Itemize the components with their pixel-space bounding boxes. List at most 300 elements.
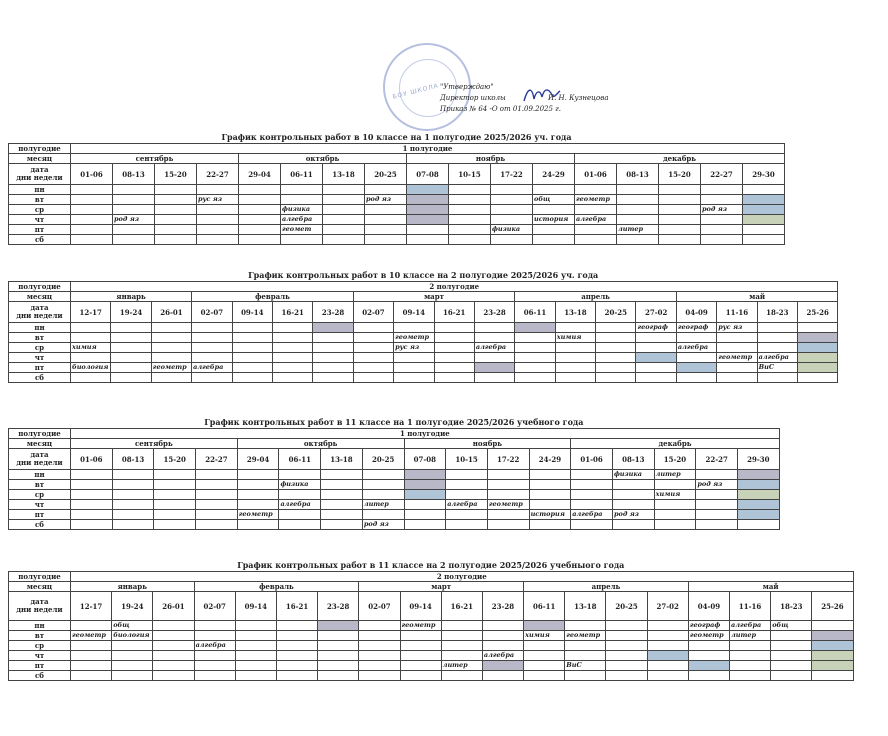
exam-entry: физика bbox=[279, 480, 321, 490]
schedule-cell bbox=[738, 500, 780, 510]
schedule-cell bbox=[441, 621, 482, 631]
schedule-cell bbox=[491, 235, 533, 245]
schedule-cell bbox=[71, 480, 113, 490]
schedule-cell bbox=[487, 490, 529, 500]
schedule-cell bbox=[487, 480, 529, 490]
schedule-cell bbox=[571, 470, 613, 480]
director-title: Директор школы bbox=[440, 94, 506, 102]
exam-entry: геометр bbox=[400, 621, 441, 631]
schedule-cell bbox=[71, 500, 113, 510]
schedule-cell bbox=[362, 510, 404, 520]
schedule-cell bbox=[647, 671, 688, 681]
week-range: 15-20 bbox=[155, 164, 197, 185]
schedule-cell bbox=[359, 631, 400, 641]
schedule-cell bbox=[659, 205, 701, 215]
schedule-cell bbox=[154, 510, 196, 520]
week-range: 26-01 bbox=[153, 592, 194, 621]
exam-entry: алгебра bbox=[676, 343, 716, 353]
schedule-cell bbox=[571, 490, 613, 500]
week-range: 19-24 bbox=[112, 592, 153, 621]
schedule-cell bbox=[491, 185, 533, 195]
schedule-cell bbox=[571, 520, 613, 530]
schedule-cell bbox=[515, 373, 555, 383]
schedule-11-h1 bbox=[8, 417, 780, 530]
week-range: 23-28 bbox=[313, 302, 353, 323]
schedule-cell bbox=[313, 373, 353, 383]
schedule-cell bbox=[151, 333, 191, 343]
schedule-cell bbox=[449, 225, 491, 235]
weekday-label: чт bbox=[9, 500, 71, 510]
schedule-cell bbox=[688, 661, 729, 671]
exam-entry: алгебра bbox=[571, 510, 613, 520]
week-range: 09-14 bbox=[235, 592, 276, 621]
schedule-cell bbox=[113, 235, 155, 245]
day-row bbox=[9, 343, 838, 353]
schedule-cell bbox=[365, 215, 407, 225]
week-range: 23-28 bbox=[474, 302, 514, 323]
schedule-cell bbox=[524, 621, 565, 631]
week-range: 12-17 bbox=[71, 302, 111, 323]
schedule-cell bbox=[321, 470, 363, 480]
schedule-cell bbox=[362, 490, 404, 500]
days-label: дни недели bbox=[16, 458, 63, 467]
weekday-label: пт bbox=[9, 661, 71, 671]
schedule-cell bbox=[449, 205, 491, 215]
schedule-cell bbox=[515, 353, 555, 363]
half-year-label: полугодие bbox=[9, 282, 71, 292]
schedule-cell bbox=[798, 353, 838, 363]
exam-entry: род яз bbox=[365, 195, 407, 205]
days-label: дни недели bbox=[16, 173, 63, 182]
week-range: 07-08 bbox=[404, 449, 446, 470]
schedule-cell bbox=[696, 500, 738, 510]
weekday-label: чт bbox=[9, 353, 71, 363]
schedule-cell bbox=[197, 205, 239, 215]
schedule-cell bbox=[606, 631, 647, 641]
schedule-cell bbox=[71, 323, 111, 333]
schedule-cell bbox=[71, 520, 113, 530]
schedule-cell bbox=[571, 500, 613, 510]
schedule-cell bbox=[279, 490, 321, 500]
schedule-cell bbox=[192, 323, 232, 333]
week-range: 13-18 bbox=[555, 302, 595, 323]
schedule-cell bbox=[154, 480, 196, 490]
schedule-cell bbox=[717, 363, 757, 373]
exam-entry: геометр bbox=[151, 363, 191, 373]
schedule-cell bbox=[71, 661, 112, 671]
schedule-cell bbox=[636, 363, 676, 373]
schedule-cell bbox=[323, 195, 365, 205]
exam-entry: алгебра bbox=[474, 343, 514, 353]
weekday-label: вт bbox=[9, 333, 71, 343]
schedule-cell bbox=[154, 490, 196, 500]
exam-entry: общ bbox=[533, 195, 575, 205]
exam-entry: алгебра bbox=[279, 500, 321, 510]
schedule-cell bbox=[359, 641, 400, 651]
week-range: 01-06 bbox=[71, 449, 113, 470]
exam-entry: алгебра bbox=[757, 353, 797, 363]
week-range: 16-21 bbox=[434, 302, 474, 323]
director-name: И. Н. Кузнецова bbox=[547, 94, 609, 102]
schedule-cell bbox=[696, 490, 738, 500]
schedule-cell bbox=[235, 671, 276, 681]
week-range: 06-11 bbox=[279, 449, 321, 470]
week-range: 15-20 bbox=[654, 449, 696, 470]
exam-entry: геометр bbox=[688, 631, 729, 641]
schedule-cell bbox=[636, 333, 676, 343]
schedule-cell bbox=[232, 323, 272, 333]
date-days-label bbox=[9, 302, 71, 323]
week-range: 29-04 bbox=[237, 449, 279, 470]
schedule-cell bbox=[571, 480, 613, 490]
schedule-cell bbox=[596, 353, 636, 363]
exam-entry: история bbox=[529, 510, 571, 520]
week-range: 18-23 bbox=[757, 302, 797, 323]
schedule-cell bbox=[71, 621, 112, 631]
schedule-cell bbox=[323, 215, 365, 225]
schedule-cell bbox=[738, 490, 780, 500]
schedule-cell bbox=[237, 470, 279, 480]
week-range: 08-13 bbox=[612, 449, 654, 470]
exam-entry: геомет bbox=[281, 225, 323, 235]
schedule-cell bbox=[71, 373, 111, 383]
stamp-text: БОУ ШКОЛА bbox=[391, 82, 440, 101]
schedule-cell bbox=[730, 641, 771, 651]
schedule-cell bbox=[279, 520, 321, 530]
exam-entry: географ bbox=[688, 621, 729, 631]
schedule-cell bbox=[313, 353, 353, 363]
schedule-cell bbox=[237, 490, 279, 500]
schedule-cell bbox=[113, 185, 155, 195]
schedule-cell bbox=[491, 215, 533, 225]
exam-entry: общ bbox=[112, 621, 153, 631]
month-header: март bbox=[353, 292, 515, 302]
schedule-title: График контрольных работ в 11 классе на 1 полугодие 2025/2026 учебного года bbox=[204, 417, 584, 427]
week-range: 06-11 bbox=[524, 592, 565, 621]
schedule-cell bbox=[192, 343, 232, 353]
schedule-cell bbox=[524, 641, 565, 651]
month-header: март bbox=[359, 582, 524, 592]
week-range: 27-02 bbox=[636, 302, 676, 323]
weekday-label: пн bbox=[9, 323, 71, 333]
schedule-cell bbox=[192, 373, 232, 383]
schedule-cell bbox=[404, 500, 446, 510]
month-label: месяц bbox=[9, 582, 71, 592]
schedule-cell bbox=[449, 215, 491, 225]
week-range: 25-26 bbox=[812, 592, 853, 621]
schedule-cell bbox=[555, 363, 595, 373]
schedule-cell bbox=[71, 353, 111, 363]
schedule-cell bbox=[446, 490, 488, 500]
schedule-cell bbox=[606, 641, 647, 651]
schedule-cell bbox=[394, 353, 434, 363]
schedule-cell bbox=[194, 621, 235, 631]
exam-entry: рус яз bbox=[394, 343, 434, 353]
schedule-cell bbox=[617, 215, 659, 225]
schedule-cell bbox=[112, 470, 154, 480]
week-range: 24-29 bbox=[533, 164, 575, 185]
schedule-cell bbox=[362, 480, 404, 490]
week-range: 09-14 bbox=[400, 592, 441, 621]
schedule-cell bbox=[812, 621, 853, 631]
schedule-cell bbox=[515, 333, 555, 343]
schedule-cell bbox=[232, 363, 272, 373]
week-range: 18-23 bbox=[771, 592, 812, 621]
month-header: май bbox=[688, 582, 853, 592]
week-range: 29-30 bbox=[738, 449, 780, 470]
schedule-cell bbox=[606, 661, 647, 671]
schedule-cell bbox=[400, 631, 441, 641]
week-range: 20-25 bbox=[596, 302, 636, 323]
schedule-table bbox=[8, 281, 838, 383]
exam-entry: географ bbox=[676, 323, 716, 333]
week-range: 11-16 bbox=[717, 302, 757, 323]
exam-entry: рус яз bbox=[717, 323, 757, 333]
week-range: 19-24 bbox=[111, 302, 151, 323]
schedule-cell bbox=[812, 671, 853, 681]
schedule-cell bbox=[771, 651, 812, 661]
schedule-cell bbox=[696, 510, 738, 520]
exam-entry: род яз bbox=[113, 215, 155, 225]
schedule-cell bbox=[474, 373, 514, 383]
day-row bbox=[9, 195, 785, 205]
weekday-label: пт bbox=[9, 363, 71, 373]
day-row bbox=[9, 490, 780, 500]
schedule-cell bbox=[617, 205, 659, 215]
day-row bbox=[9, 671, 854, 681]
day-row bbox=[9, 363, 838, 373]
schedule-cell bbox=[647, 631, 688, 641]
schedule-cell bbox=[515, 343, 555, 353]
schedule-cell bbox=[771, 631, 812, 641]
schedule-cell bbox=[112, 651, 153, 661]
schedule-cell bbox=[612, 480, 654, 490]
month-label: месяц bbox=[9, 439, 71, 449]
month-header: январь bbox=[71, 582, 195, 592]
schedule-cell bbox=[276, 631, 317, 641]
day-row bbox=[9, 500, 780, 510]
schedule-cell bbox=[474, 353, 514, 363]
week-range: 16-21 bbox=[441, 592, 482, 621]
weekday-label: ср bbox=[9, 641, 71, 651]
schedule-cell bbox=[474, 363, 514, 373]
schedule-cell bbox=[321, 480, 363, 490]
schedule-cell bbox=[575, 225, 617, 235]
day-row bbox=[9, 185, 785, 195]
week-range: 02-07 bbox=[192, 302, 232, 323]
exam-entry: геометр bbox=[717, 353, 757, 363]
schedule-cell bbox=[565, 651, 606, 661]
schedule-cell bbox=[529, 480, 571, 490]
exam-entry: алгебра bbox=[194, 641, 235, 651]
schedule-cell bbox=[111, 343, 151, 353]
schedule-cell bbox=[491, 195, 533, 205]
schedule-cell bbox=[232, 343, 272, 353]
schedule-cell bbox=[482, 631, 523, 641]
schedule-cell bbox=[235, 631, 276, 641]
week-range: 02-07 bbox=[353, 302, 393, 323]
week-range: 04-09 bbox=[676, 302, 716, 323]
schedule-cell bbox=[446, 510, 488, 520]
schedule-cell bbox=[151, 373, 191, 383]
exam-entry: общ bbox=[771, 621, 812, 631]
schedule-cell bbox=[730, 651, 771, 661]
schedule-cell bbox=[449, 235, 491, 245]
schedule-cell bbox=[533, 205, 575, 215]
schedule-cell bbox=[318, 671, 359, 681]
schedule-cell bbox=[487, 470, 529, 480]
schedule-cell bbox=[281, 195, 323, 205]
exam-entry: алгебра bbox=[575, 215, 617, 225]
schedule-cell bbox=[321, 510, 363, 520]
exam-entry: физика bbox=[281, 205, 323, 215]
exam-entry: алгебра bbox=[730, 621, 771, 631]
schedule-cell bbox=[812, 661, 853, 671]
schedule-cell bbox=[701, 235, 743, 245]
schedule-cell bbox=[313, 333, 353, 343]
exam-entry: литер bbox=[654, 470, 696, 480]
exam-entry: литер bbox=[362, 500, 404, 510]
schedule-10-h1 bbox=[8, 132, 785, 245]
schedule-cell bbox=[71, 235, 113, 245]
schedule-cell bbox=[407, 235, 449, 245]
schedule-cell bbox=[407, 195, 449, 205]
schedule-cell bbox=[313, 323, 353, 333]
schedule-cell bbox=[636, 373, 676, 383]
schedule-cell bbox=[575, 185, 617, 195]
schedule-cell bbox=[281, 235, 323, 245]
schedule-cell bbox=[71, 641, 112, 651]
week-range: 16-21 bbox=[272, 302, 312, 323]
week-range: 01-06 bbox=[71, 164, 113, 185]
week-range: 13-18 bbox=[321, 449, 363, 470]
weekday-label: вт bbox=[9, 195, 71, 205]
schedule-cell bbox=[647, 641, 688, 651]
date-days-label bbox=[9, 164, 71, 185]
month-label: месяц bbox=[9, 292, 71, 302]
schedule-cell bbox=[154, 520, 196, 530]
weekday-label: сб bbox=[9, 671, 71, 681]
schedule-cell bbox=[482, 641, 523, 651]
schedule-cell bbox=[407, 225, 449, 235]
schedule-cell bbox=[743, 205, 785, 215]
weekday-label: пн bbox=[9, 621, 71, 631]
schedule-cell bbox=[612, 490, 654, 500]
schedule-cell bbox=[71, 185, 113, 195]
schedule-cell bbox=[112, 661, 153, 671]
schedule-cell bbox=[235, 641, 276, 651]
weekday-label: вт bbox=[9, 631, 71, 641]
schedule-cell bbox=[323, 205, 365, 215]
exam-entry: геометр bbox=[575, 195, 617, 205]
schedule-cell bbox=[771, 641, 812, 651]
weekday-label: сб bbox=[9, 235, 71, 245]
schedule-cell bbox=[112, 490, 154, 500]
week-range: 23-28 bbox=[318, 592, 359, 621]
schedule-cell bbox=[353, 363, 393, 373]
schedule-11-h2 bbox=[8, 560, 854, 681]
week-range: 15-20 bbox=[154, 449, 196, 470]
schedule-cell bbox=[155, 195, 197, 205]
week-range: 17-22 bbox=[491, 164, 533, 185]
week-range: 25-26 bbox=[798, 302, 838, 323]
schedule-cell bbox=[196, 490, 238, 500]
schedule-cell bbox=[362, 470, 404, 480]
week-range: 10-15 bbox=[446, 449, 488, 470]
half-year-header: 2 полугодие bbox=[71, 282, 838, 292]
schedule-cell bbox=[112, 641, 153, 651]
exam-entry: род яз bbox=[362, 520, 404, 530]
schedule-cell bbox=[434, 363, 474, 373]
half-year-label: полугодие bbox=[9, 429, 71, 439]
schedule-cell bbox=[71, 205, 113, 215]
schedule-cell bbox=[71, 225, 113, 235]
schedule-cell bbox=[196, 510, 238, 520]
month-header: май bbox=[676, 292, 838, 302]
week-range: 10-15 bbox=[449, 164, 491, 185]
schedule-cell bbox=[400, 651, 441, 661]
week-range: 27-02 bbox=[647, 592, 688, 621]
schedule-cell bbox=[313, 343, 353, 353]
exam-entry: ВиС bbox=[565, 661, 606, 671]
schedule-cell bbox=[717, 373, 757, 383]
schedule-cell bbox=[71, 215, 113, 225]
schedule-cell bbox=[365, 235, 407, 245]
schedule-cell bbox=[659, 195, 701, 205]
week-range: 02-07 bbox=[194, 592, 235, 621]
schedule-cell bbox=[647, 621, 688, 631]
schedule-cell bbox=[407, 205, 449, 215]
exam-entry: алгебра bbox=[192, 363, 232, 373]
schedule-cell bbox=[318, 651, 359, 661]
month-header: апрель bbox=[515, 292, 677, 302]
schedule-cell bbox=[738, 520, 780, 530]
schedule-cell bbox=[276, 651, 317, 661]
schedule-cell bbox=[654, 480, 696, 490]
schedule-cell bbox=[446, 470, 488, 480]
schedule-cell bbox=[515, 323, 555, 333]
exam-entry: рус яз bbox=[197, 195, 239, 205]
schedule-cell bbox=[798, 373, 838, 383]
schedule-cell bbox=[276, 621, 317, 631]
schedule-cell bbox=[353, 373, 393, 383]
schedule-cell bbox=[647, 651, 688, 661]
weekday-label: сб bbox=[9, 373, 71, 383]
schedule-cell bbox=[112, 510, 154, 520]
exam-entry: географ bbox=[636, 323, 676, 333]
exam-entry: алгебра bbox=[446, 500, 488, 510]
exam-entry: биология bbox=[112, 631, 153, 641]
month-header: февраль bbox=[192, 292, 354, 302]
weekday-label: чт bbox=[9, 651, 71, 661]
day-row bbox=[9, 373, 838, 383]
schedule-cell bbox=[612, 500, 654, 510]
schedule-cell bbox=[71, 490, 113, 500]
schedule-cell bbox=[272, 333, 312, 343]
schedule-cell bbox=[318, 661, 359, 671]
week-range: 17-22 bbox=[487, 449, 529, 470]
approval-heading: "Утверждаю" bbox=[440, 83, 494, 91]
schedule-cell bbox=[323, 225, 365, 235]
schedule-cell bbox=[524, 671, 565, 681]
schedule-cell bbox=[404, 510, 446, 520]
approval-block bbox=[440, 82, 680, 115]
week-range: 22-27 bbox=[701, 164, 743, 185]
week-range: 20-25 bbox=[606, 592, 647, 621]
date-days-label bbox=[9, 449, 71, 470]
schedule-cell bbox=[529, 490, 571, 500]
week-range: 29-30 bbox=[743, 164, 785, 185]
